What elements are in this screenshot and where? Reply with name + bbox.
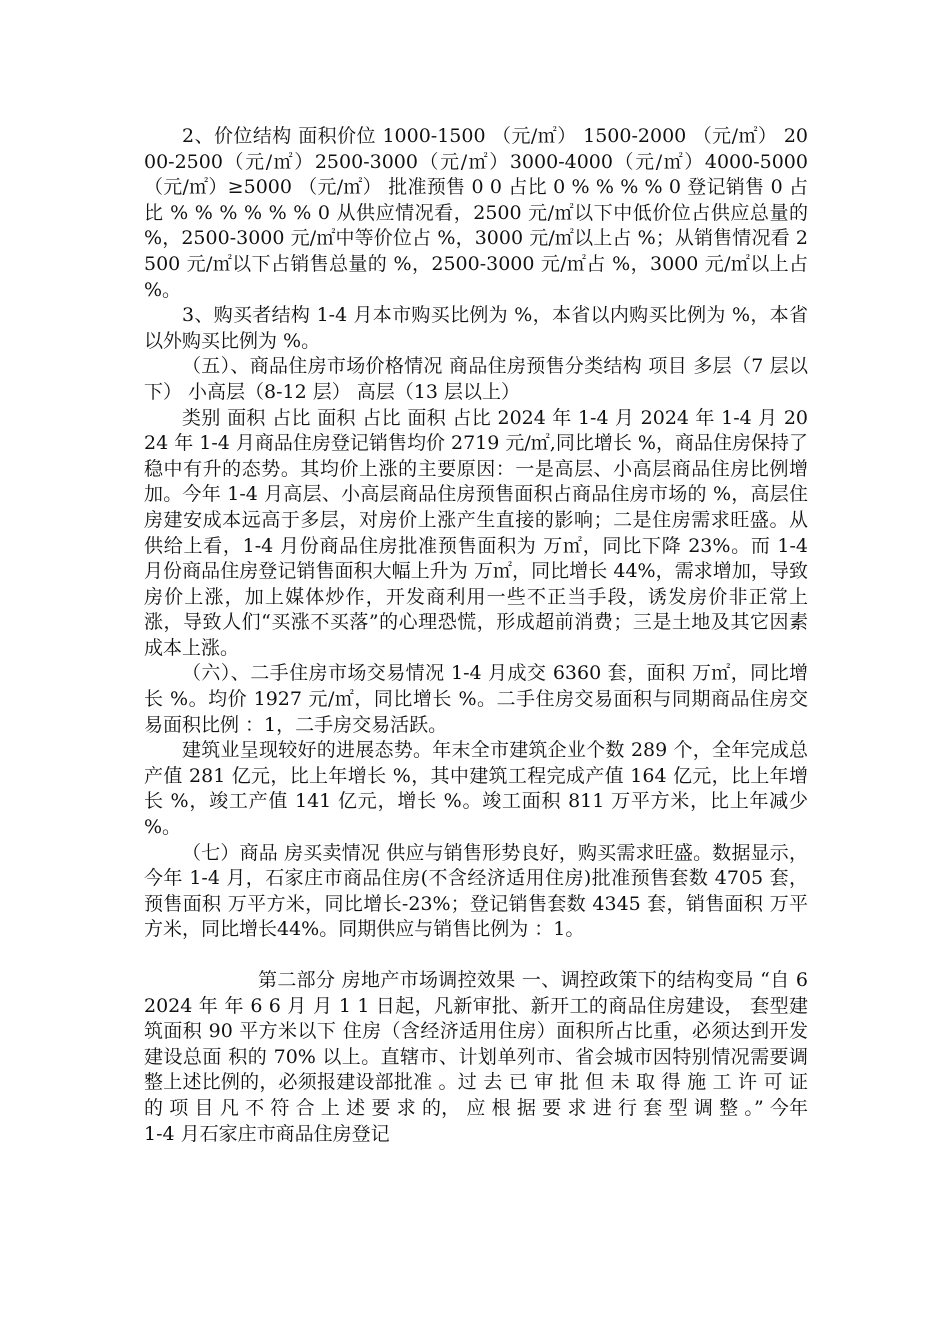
paragraph-part-two: 第二部分 房地产市场调控效果 一、调控政策下的结构变局 “自 6 2024 年 年 6 6 月 月 1 1 日起，凡新审批、新开工的商品住房建设， 套型建筑面积 90 平方米以下 住房（含经济适用住房）面积所占比重，必须达到开发建设总面 积的 70% 以上。直辖市、计划单列市、省会城市因特别情况需要调整上述比例的，必须报建设部批准 。过 去 已 审 批 但 未 取 得 施 工 许 可 证 的 项 目 凡 不 符 合 上 述 要 求 的， 应 根 据 要 求 进 行 套 型 调 整 。” 今年 1-4 月石家庄市商品住房登记 (144, 969, 808, 1145)
paragraph-housing-trade: （七）商品 房买卖情况 供应与销售形势良好，购买需求旺盛。数据显示，今年 1-4 月，石家庄市商品住房(不含经济适用住房)批准预售套数 4705 套，预售面积 万平方米，同比增长-23%；登记销售套数 4345 套，销售面积 万平方米，同比增长44%。同期供应与销售比例为 ：1。 (144, 841, 808, 941)
paragraph-price-structure: 2、价位结构 面积价位 1000-1500 （元/㎡） 1500-2000 （元/㎡） 2000-2500（元/㎡）2500-3000（元/㎡）3000-4000（元/㎡）4000-5000（元/㎡）≥5000 （元/㎡） 批准预售 0 0 占比 0 % % % % 0 登记销售 0 占比 % % % % % % 0 从供应情况看，2500 元/㎡以下中低价位占供应总量的 %，2500-3000 元/㎡中等价位占 %，3000 元/㎡以上占 %；从销售情况看 2500 元/㎡以下占销售总量的 %，2500-3000 元/㎡占 %，3000 元/㎡以上占 %。 (144, 125, 808, 301)
paragraph-construction-industry: 建筑业呈现较好的进展态势。年末全市建筑企业个数 289 个，全年完成总产值 281 亿元，比上年增长 %，其中建筑工程完成产值 164 亿元，比上年增长 %，竣工产值 141 亿元，增长 %。竣工面积 811 万平方米，比上年减少 %。 (144, 739, 808, 839)
paragraph-secondhand-housing: （六）、二手住房市场交易情况 1-4 月成交 6360 套，面积 万㎡，同比增长 %。均价 1927 元/㎡，同比增长 %。二手住房交易面积与同期商品住房交易面积比例 ：1，二手房交易活跃。 (144, 662, 808, 736)
paragraph-price-situation-heading: （五）、商品住房市场价格情况 商品住房预售分类结构 项目 多层（7 层以下） 小高层（8-12 层） 高层（13 层以上） (144, 355, 808, 403)
paragraph-price-analysis: 类别 面积 占比 面积 占比 面积 占比 2024 年 1-4 月 2024 年 1-4 月 2024 年 1-4 月商品住房登记销售均价 2719 元/㎡,同比增长 %，商品住房保持了稳中有升的态势。其均价上涨的主要原因：一是高层、小高层商品住房比例增加。今年 1-4 月高层、小高层商品住房预售面积占商品住房市场的 %，高层住房建安成本远高于多层，对房价上涨产生直接的影响；二是住房需求旺盛。从供给上看，1-4 月份商品住房批准预售面积为 万㎡，同比下降 23%。而 1-4 月份商品住房登记销售面积大幅上升为 万㎡，同比增长 44%，需求增加，导致房价上涨，加上媒体炒作，开发商利用一些不正当手段，诱发房价非正常上涨，导致人们“买涨不买落”的心理恐慌，形成超前消费；三是土地及其它因素成本上涨。 (144, 406, 808, 659)
document-page (144, 124, 808, 1147)
paragraph-buyer-structure: 3、购买者结构 1-4 月本市购买比例为 %，本省以内购买比例为 %，本省以外购买比例为 %。 (144, 304, 808, 352)
